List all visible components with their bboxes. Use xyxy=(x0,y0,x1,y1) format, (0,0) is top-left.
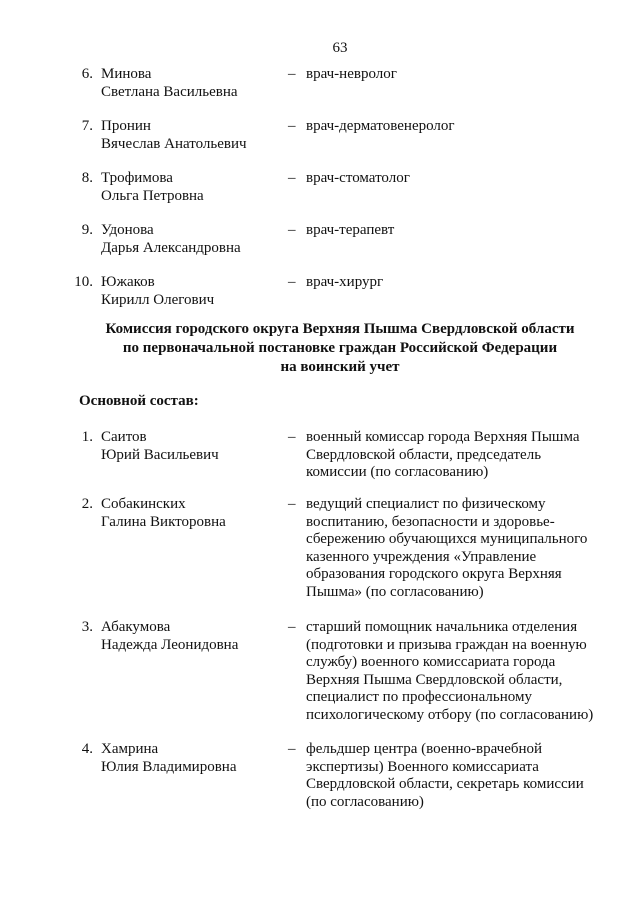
name-line: Юлия Владимировна xyxy=(101,758,237,775)
person-role xyxy=(306,429,606,482)
role-line: фельдшер центра (военно-врачебной xyxy=(306,741,543,757)
person-name xyxy=(101,429,281,464)
name-line: Хамрина xyxy=(101,741,159,757)
person-role xyxy=(306,741,606,811)
name-line: Удонова xyxy=(101,222,154,238)
name-line: Надежда Леонидовна xyxy=(101,636,239,653)
dash-separator: – xyxy=(288,619,296,635)
person-name xyxy=(101,274,281,309)
role-line: казенного учреждения «Управление xyxy=(306,548,537,565)
role-line: сбережению обучающихся муниципального xyxy=(306,531,588,547)
role-line: (по согласованию) xyxy=(306,793,424,810)
heading-line: Комиссия городского округа Верхняя Пышма Свердловской области xyxy=(105,321,575,337)
item-number: 4. xyxy=(81,741,93,757)
name-line: Юрий Васильевич xyxy=(101,446,219,463)
heading-line: на воинский учет xyxy=(280,359,400,375)
name-line: Кирилл Олегович xyxy=(101,291,215,308)
commission-heading xyxy=(0,320,640,377)
role-line: врач-стоматолог xyxy=(306,170,410,186)
role-line: врач-дерматовенеролог xyxy=(306,118,455,134)
item-number: 7. xyxy=(81,118,93,134)
main-composition-label: Основной состав: xyxy=(79,393,199,409)
dash-separator: – xyxy=(288,429,296,445)
dash-separator: – xyxy=(288,741,296,757)
item-number: 10. xyxy=(74,274,93,290)
person-role xyxy=(306,496,606,601)
person-name xyxy=(101,496,281,531)
person-name xyxy=(101,741,281,776)
role-line: врач-невролог xyxy=(306,66,397,82)
role-line: ведущий специалист по физическому xyxy=(306,496,546,512)
name-line: Пронин xyxy=(101,118,151,134)
person-role xyxy=(306,66,606,84)
heading-line: по первоначальной постановке граждан Российской Федерации xyxy=(122,340,558,356)
name-line: Светлана Васильевна xyxy=(101,83,238,100)
role-line: военный комиссар города Верхняя Пышма xyxy=(306,429,580,445)
role-line: психологическому отбору (по согласованию) xyxy=(306,706,594,723)
name-line: Трофимова xyxy=(101,170,173,186)
item-number: 2. xyxy=(81,496,93,512)
person-role xyxy=(306,118,606,136)
role-line: врач-хирург xyxy=(306,274,384,290)
role-line: Пышма» (по согласованию) xyxy=(306,583,484,600)
page-number: 63 xyxy=(332,40,348,56)
name-line: Дарья Александровна xyxy=(101,239,241,256)
name-line: Саитов xyxy=(101,429,147,445)
name-line: Ольга Петровна xyxy=(101,187,204,204)
name-line: Минова xyxy=(101,66,152,82)
role-line: врач-терапевт xyxy=(306,222,395,238)
role-line: Верхняя Пышма Свердловской области, xyxy=(306,671,563,688)
role-line: Свердловской области, председатель xyxy=(306,446,542,463)
role-line: специалист по профессиональному xyxy=(306,689,532,705)
item-number: 9. xyxy=(81,222,93,238)
person-role xyxy=(306,222,606,240)
person-name xyxy=(101,222,281,257)
person-name xyxy=(101,66,281,101)
person-name xyxy=(101,619,281,654)
name-line: Галина Викторовна xyxy=(101,513,226,530)
role-line: службу) военного комиссариата города xyxy=(306,654,556,670)
name-line: Южаков xyxy=(101,274,155,290)
dash-separator: – xyxy=(288,496,296,512)
role-line: экспертизы) Военного комиссариата xyxy=(306,758,539,775)
role-line: комиссии (по согласованию) xyxy=(306,464,489,480)
person-role xyxy=(306,619,606,724)
role-line: (подготовки и призыва граждан на военную xyxy=(306,636,587,653)
dash-separator: – xyxy=(288,274,296,290)
role-line: Свердловской области, секретарь комиссии xyxy=(306,776,584,792)
dash-separator: – xyxy=(288,170,296,186)
name-line: Собакинских xyxy=(101,496,186,512)
item-number: 6. xyxy=(81,66,93,82)
name-line: Вячеслав Анатольевич xyxy=(101,135,247,152)
dash-separator: – xyxy=(288,66,296,82)
role-line: старший помощник начальника отделения xyxy=(306,619,578,635)
role-line: образования городского округа Верхняя xyxy=(306,566,562,582)
person-name xyxy=(101,118,281,153)
person-name xyxy=(101,170,281,205)
name-line: Абакумова xyxy=(101,619,171,635)
person-role xyxy=(306,170,606,188)
person-role xyxy=(306,274,606,292)
item-number: 3. xyxy=(81,619,93,635)
role-line: воспитанию, безопасности и здоровье- xyxy=(306,513,555,530)
item-number: 8. xyxy=(81,170,93,186)
dash-separator: – xyxy=(288,118,296,134)
dash-separator: – xyxy=(288,222,296,238)
item-number: 1. xyxy=(81,429,93,445)
